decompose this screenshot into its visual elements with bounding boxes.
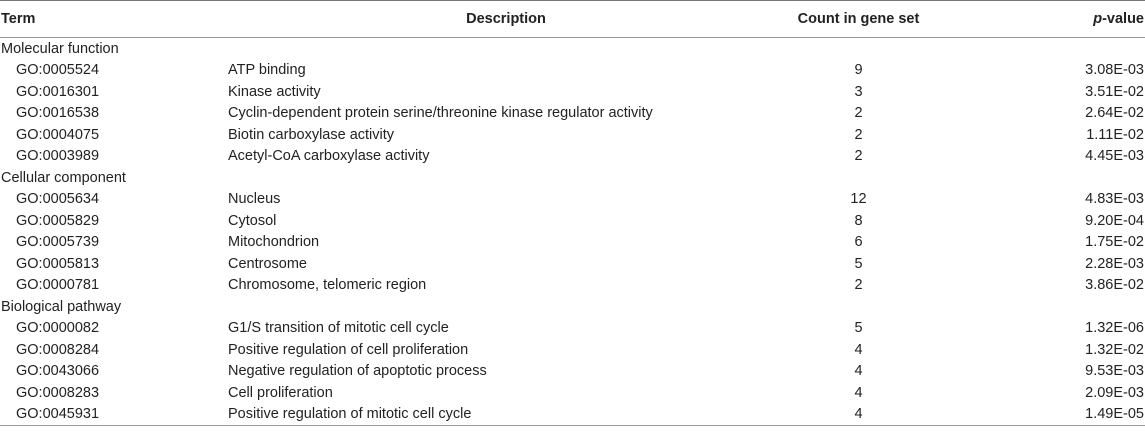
count-cell: 12 xyxy=(850,191,867,208)
header-p-letter: p xyxy=(1093,11,1103,27)
term-cell: GO:0008284 xyxy=(16,341,100,358)
term-cell: GO:0005634 xyxy=(16,191,100,208)
term-cell: GO:0003989 xyxy=(16,148,100,165)
table-row xyxy=(0,253,1145,275)
group-label: Molecular function xyxy=(1,40,119,57)
table-row xyxy=(0,361,1145,383)
term-cell: GO:0005829 xyxy=(16,212,100,229)
header-term: Term xyxy=(0,1,222,38)
group-row xyxy=(0,167,1145,189)
description-cell: Positive regulation of mitotic cell cycle xyxy=(222,404,790,426)
table-header xyxy=(0,1,1145,38)
table-row xyxy=(0,103,1145,125)
count-cell: 3 xyxy=(854,83,863,100)
header-count: Count in gene set xyxy=(790,1,935,38)
table-body xyxy=(0,38,1145,426)
description-cell: Nucleus xyxy=(228,191,281,208)
count-cell: 2 xyxy=(854,126,863,143)
term-cell: GO:0000082 xyxy=(16,320,100,337)
term-cell: GO:0005739 xyxy=(16,234,100,251)
description-cell: Centrosome xyxy=(228,255,307,272)
p-value-cell: 4.83E-03 xyxy=(1085,191,1144,208)
description-cell: Negative regulation of apoptotic process xyxy=(228,363,487,380)
count-cell: 4 xyxy=(854,363,863,380)
description-cell: Chromosome, telomeric region xyxy=(228,277,427,294)
p-value-cell: 9.20E-04 xyxy=(1085,212,1144,229)
header-p-suffix: -value xyxy=(1102,11,1144,27)
count-cell: 2 xyxy=(854,277,863,294)
description-cell: G1/S transition of mitotic cell cycle xyxy=(228,320,449,337)
term-cell: GO:0004075 xyxy=(16,126,100,143)
p-value-cell: 1.32E-02 xyxy=(1085,341,1144,358)
table-row xyxy=(0,404,1145,426)
term-cell: GO:0008283 xyxy=(16,384,100,401)
table-row xyxy=(0,60,1145,82)
p-value-cell: 9.53E-03 xyxy=(1085,363,1144,380)
table-row xyxy=(0,339,1145,361)
group-row xyxy=(0,38,1145,60)
description-cell: Mitochondrion xyxy=(228,234,320,251)
count-cell: 4 xyxy=(790,404,935,426)
term-cell: GO:0043066 xyxy=(16,363,100,380)
table-row xyxy=(0,81,1145,103)
description-cell: Kinase activity xyxy=(228,83,321,100)
table-row xyxy=(0,232,1145,254)
description-cell: Cytosol xyxy=(228,212,277,229)
count-cell: 4 xyxy=(854,384,863,401)
header-row xyxy=(0,1,1145,38)
p-value-cell: 2.64E-02 xyxy=(1085,105,1144,122)
p-value-cell: 1.49E-05 xyxy=(935,404,1145,426)
count-cell: 2 xyxy=(854,148,863,165)
p-value-cell: 1.32E-06 xyxy=(1085,320,1144,337)
term-cell: GO:0016301 xyxy=(16,83,100,100)
p-value-cell: 3.51E-02 xyxy=(1085,83,1144,100)
group-label: Biological pathway xyxy=(1,298,122,315)
group-label: Cellular component xyxy=(1,169,126,186)
count-cell: 9 xyxy=(854,62,863,79)
p-value-cell: 3.86E-02 xyxy=(1085,277,1144,294)
table-row xyxy=(0,318,1145,340)
p-value-cell: 1.75E-02 xyxy=(1085,234,1144,251)
header-p-value xyxy=(935,1,1145,38)
count-cell: 4 xyxy=(854,341,863,358)
table-row xyxy=(0,275,1145,297)
description-cell: Acetyl-CoA carboxylase activity xyxy=(228,148,430,165)
count-cell: 8 xyxy=(854,212,863,229)
count-cell: 5 xyxy=(854,255,863,272)
group-row xyxy=(0,296,1145,318)
header-description: Description xyxy=(222,1,790,38)
description-cell: Biotin carboxylase activity xyxy=(228,126,395,143)
count-cell: 6 xyxy=(854,234,863,251)
table-row xyxy=(0,210,1145,232)
description-cell: ATP binding xyxy=(228,62,306,79)
term-cell: GO:0045931 xyxy=(0,404,222,426)
count-cell: 2 xyxy=(854,105,863,122)
p-value-cell: 2.28E-03 xyxy=(1085,255,1144,272)
table-row xyxy=(0,124,1145,146)
table-row xyxy=(0,189,1145,211)
table-row xyxy=(0,146,1145,168)
description-cell: Cell proliferation xyxy=(228,384,333,401)
term-cell: GO:0016538 xyxy=(16,105,100,122)
p-value-cell: 2.09E-03 xyxy=(1085,384,1144,401)
description-cell: Cyclin-dependent protein serine/threonine kinase regulator activity xyxy=(228,105,653,122)
term-cell: GO:0005524 xyxy=(16,62,100,79)
description-cell: Positive regulation of cell proliferation xyxy=(228,341,469,358)
table-row xyxy=(0,382,1145,404)
p-value-cell: 4.45E-03 xyxy=(1085,148,1144,165)
count-cell: 5 xyxy=(854,320,863,337)
term-cell: GO:0005813 xyxy=(16,255,100,272)
p-value-cell: 3.08E-03 xyxy=(1085,62,1144,79)
term-cell: GO:0000781 xyxy=(16,277,100,294)
p-value-cell: 1.11E-02 xyxy=(1086,126,1144,143)
